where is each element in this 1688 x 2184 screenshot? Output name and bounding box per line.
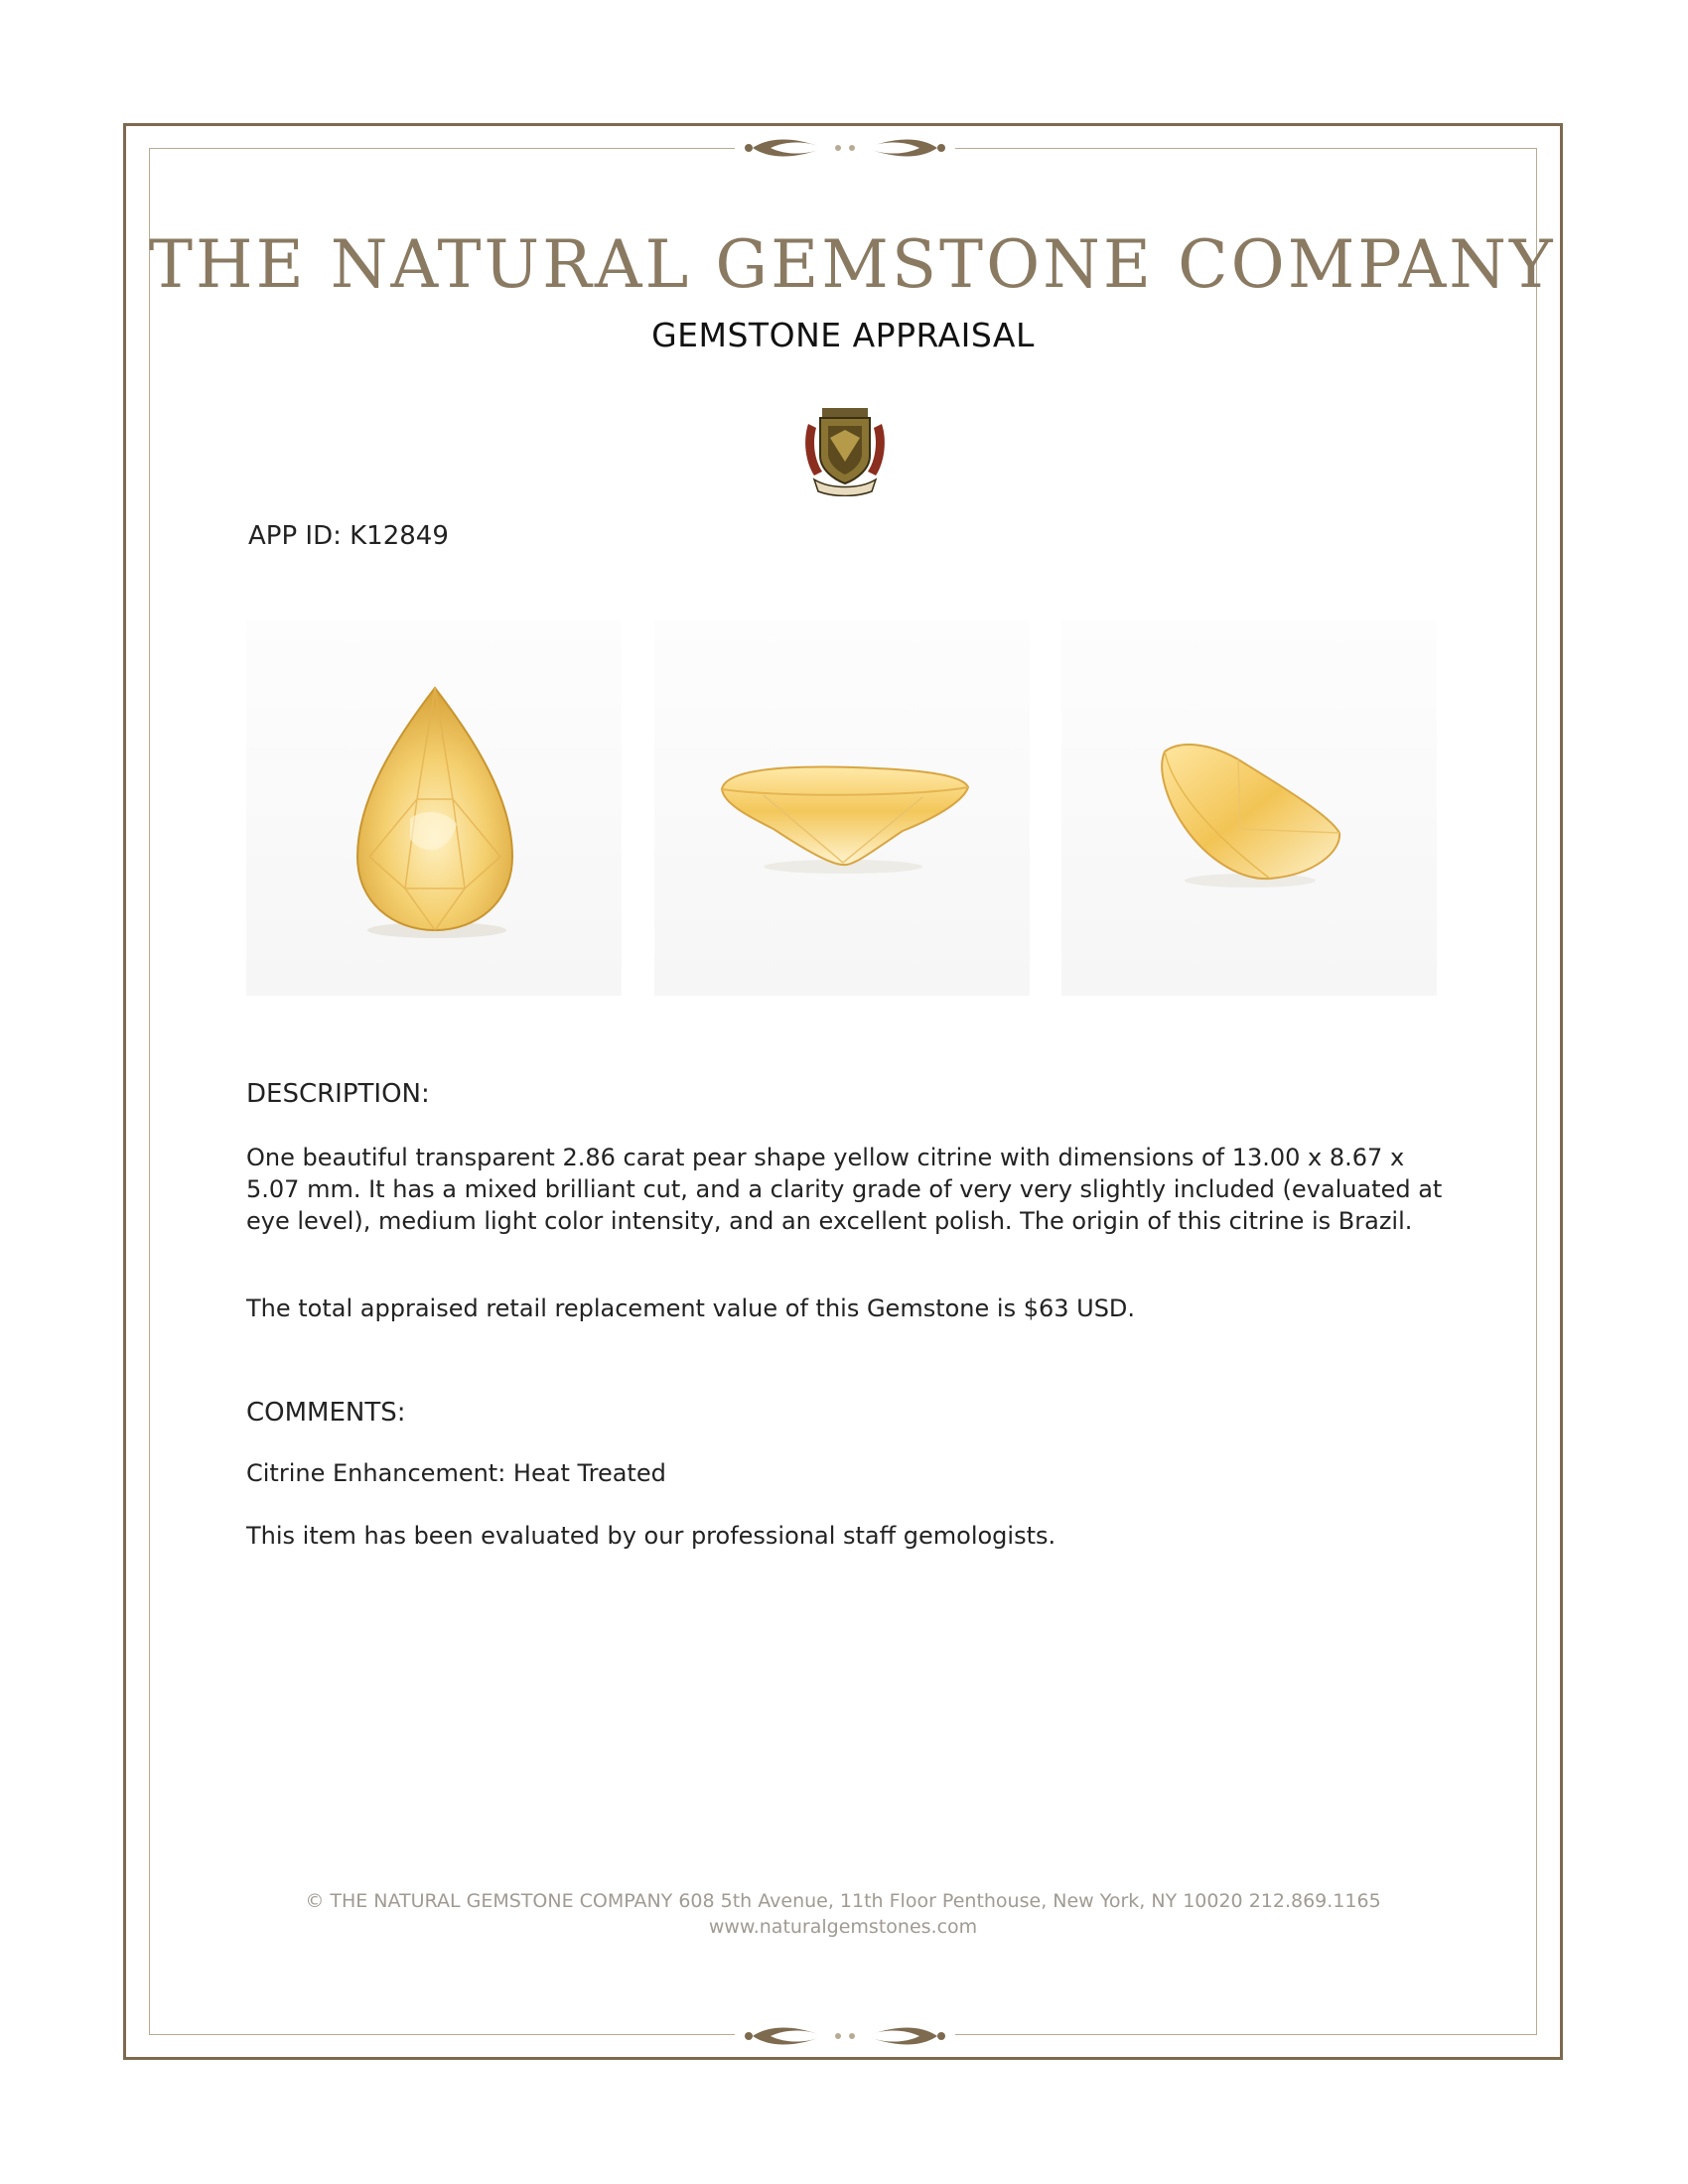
description-heading: DESCRIPTION: — [246, 1079, 430, 1109]
evaluation-text: This item has been evaluated by our professional staff gemologists. — [246, 1522, 1056, 1550]
gem-photo-side-view — [654, 620, 1030, 996]
bottom-ornament-icon — [735, 2023, 955, 2049]
footer-website[interactable]: www.naturalgemstones.com — [708, 1916, 978, 1938]
footer — [149, 1888, 1537, 1940]
enhancement-text: Citrine Enhancement: Heat Treated — [246, 1459, 666, 1487]
comments-heading: COMMENTS: — [246, 1398, 406, 1428]
document-title: GEMSTONE APPRAISAL — [651, 316, 1035, 354]
gem-photo-top-view — [246, 620, 622, 996]
description-text: One beautiful transparent 2.86 carat pear shape yellow citrine with dimensions of 13.00 x 8.67 x 5.07 mm. It has a mixed brilliant cut, and a clarity grade of very very slightly included (evaluated at eye level), medium light color intensity, and an excellent polish. The origin of this citrine is Brazil. — [246, 1144, 1443, 1235]
app-id: APP ID: K12849 — [248, 521, 449, 551]
company-name: THE NATURAL GEMSTONE COMPANY — [149, 226, 1556, 303]
crest-emblem-icon — [800, 402, 890, 496]
appraised-value-text: The total appraised retail replacement value of this Gemstone is $63 USD. — [246, 1295, 1136, 1322]
gem-photo-angle-view — [1061, 620, 1437, 996]
footer-address: © THE NATURAL GEMSTONE COMPANY 608 5th Avenue, 11th Floor Penthouse, New York, NY 10020 212.869.1165 — [305, 1890, 1381, 1912]
top-ornament-icon — [735, 135, 955, 161]
